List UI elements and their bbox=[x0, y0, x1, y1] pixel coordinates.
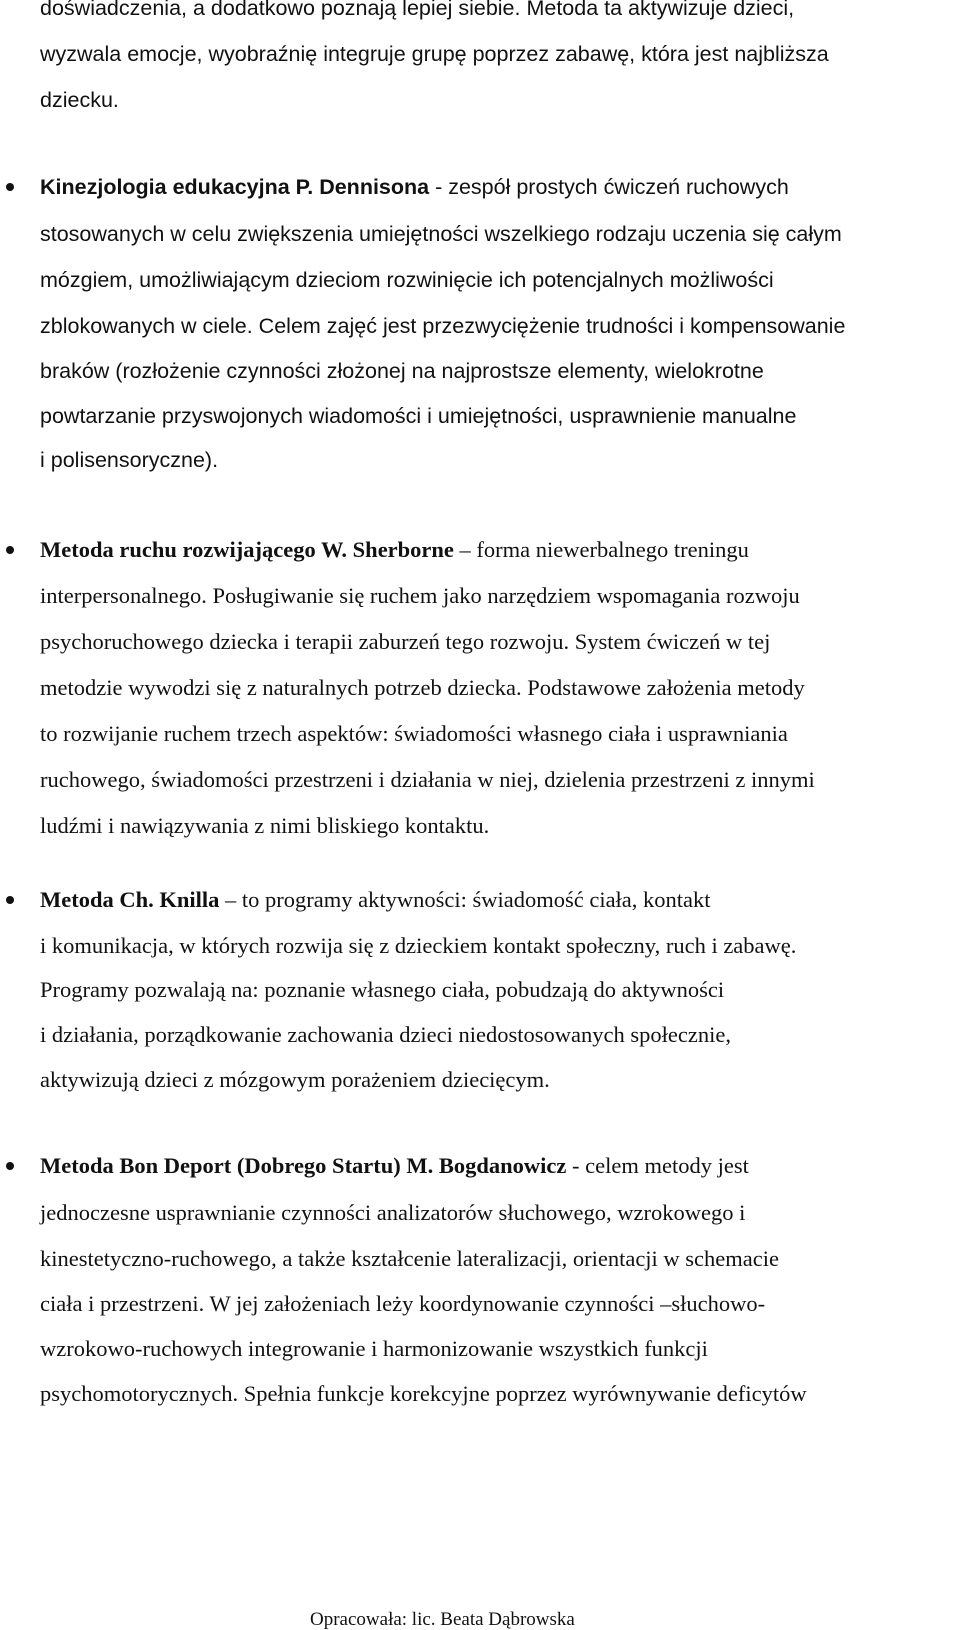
knill-first-line bbox=[40, 886, 711, 914]
knill-line: Programy pozwalają na: poznanie własnego ciała, pobudzają do aktywności bbox=[40, 977, 725, 1002]
bogdanowicz-first-line-rest: - celem metody jest bbox=[566, 1153, 749, 1178]
sherborne-first-line-rest: – forma niewerbalnego treningu bbox=[453, 537, 749, 562]
knill-line: aktywizują dzieci z mózgowym porażeniem dziecięcym. bbox=[40, 1067, 550, 1092]
intro-line-1: doświadczenia, a dodatkowo poznają lepiej siebie. Metoda ta aktywizuje dzieci, bbox=[40, 0, 795, 20]
knill-line: i działania, porządkowanie zachowania dzieci niedostosowanych społecznie, bbox=[40, 1022, 731, 1047]
bullet-knill bbox=[6, 896, 14, 904]
knill-line: i komunikacja, w których rozwija się z dzieckiem kontakt społeczny, ruch i zabawę. bbox=[40, 933, 797, 958]
kinezjologia-title: Kinezjologia edukacyjna P. Dennisona bbox=[40, 175, 430, 199]
kinezjologia-line: zblokowanych w ciele. Celem zajęć jest przezwyciężenie trudności i kompensowanie bbox=[40, 314, 846, 338]
sherborne-line: interpersonalnego. Posługiwanie się ruchem jako narzędziem wspomagania rozwoju bbox=[40, 583, 800, 608]
kinezjologia-first-line bbox=[40, 173, 789, 201]
sherborne-first-line bbox=[40, 536, 749, 564]
bogdanowicz-line: ciała i przestrzeni. W jej założeniach leży koordynowanie czynności –słuchowo- bbox=[40, 1291, 766, 1316]
sherborne-line: ruchowego, świadomości przestrzeni i działania w niej, dzielenia przestrzeni z innymi bbox=[40, 767, 815, 792]
sherborne-line: psychoruchowego dziecka i terapii zaburzeń tego rozwoju. System ćwiczeń w tej bbox=[40, 629, 771, 654]
bullet-sherborne bbox=[6, 546, 14, 554]
intro-line-3: dziecku. bbox=[40, 88, 119, 112]
kinezjologia-line: powtarzanie przyswojonych wiadomości i umiejętności, usprawnienie manualne bbox=[40, 404, 797, 428]
bullet-bogdanowicz bbox=[6, 1162, 14, 1170]
page-footer-author: Opracowała: lic. Beata Dąbrowska bbox=[310, 1609, 575, 1630]
knill-title: Metoda Ch. Knilla bbox=[40, 887, 220, 912]
sherborne-line: to rozwijanie ruchem trzech aspektów: świadomości własnego ciała i usprawniania bbox=[40, 721, 788, 746]
bogdanowicz-line: jednoczesne usprawnianie czynności analizatorów słuchowego, wzrokowego i bbox=[40, 1200, 746, 1225]
kinezjologia-line: braków (rozłożenie czynności złożonej na najprostsze elementy, wielokrotne bbox=[40, 359, 764, 383]
kinezjologia-line: i polisensoryczne). bbox=[40, 448, 219, 472]
bogdanowicz-first-line bbox=[40, 1152, 749, 1180]
kinezjologia-line: mózgiem, umożliwiającym dzieciom rozwinięcie ich potencjalnych możliwości bbox=[40, 268, 774, 292]
bogdanowicz-line: psychomotorycznych. Spełnia funkcje korekcyjne poprzez wyrównywanie deficytów bbox=[40, 1381, 807, 1406]
knill-first-line-rest: – to programy aktywności: świadomość ciała, kontakt bbox=[219, 887, 711, 912]
intro-line-2: wyzwala emocje, wyobraźnię integruje grupę poprzez zabawę, która jest najbliższa bbox=[40, 42, 829, 66]
bogdanowicz-title: Metoda Bon Deport (Dobrego Startu) M. Bogdanowicz bbox=[40, 1153, 567, 1178]
bogdanowicz-line: wzrokowo-ruchowych integrowanie i harmonizowanie wszystkich funkcji bbox=[40, 1336, 708, 1361]
bullet-kinezjologia bbox=[6, 183, 14, 191]
sherborne-line: ludźmi i nawiązywania z nimi bliskiego kontaktu. bbox=[40, 813, 490, 838]
sherborne-title: Metoda ruchu rozwijającego W. Sherborne bbox=[40, 537, 454, 562]
kinezjologia-first-line-rest: - zespół prostych ćwiczeń ruchowych bbox=[429, 175, 789, 199]
sherborne-line: metodzie wywodzi się z naturalnych potrzeb dziecka. Podstawowe założenia metody bbox=[40, 675, 805, 700]
kinezjologia-line: stosowanych w celu zwiększenia umiejętności wszelkiego rodzaju uczenia się całym bbox=[40, 222, 842, 246]
bogdanowicz-line: kinestetyczno-ruchowego, a także kształcenie lateralizacji, orientacji w schemacie bbox=[40, 1246, 779, 1271]
